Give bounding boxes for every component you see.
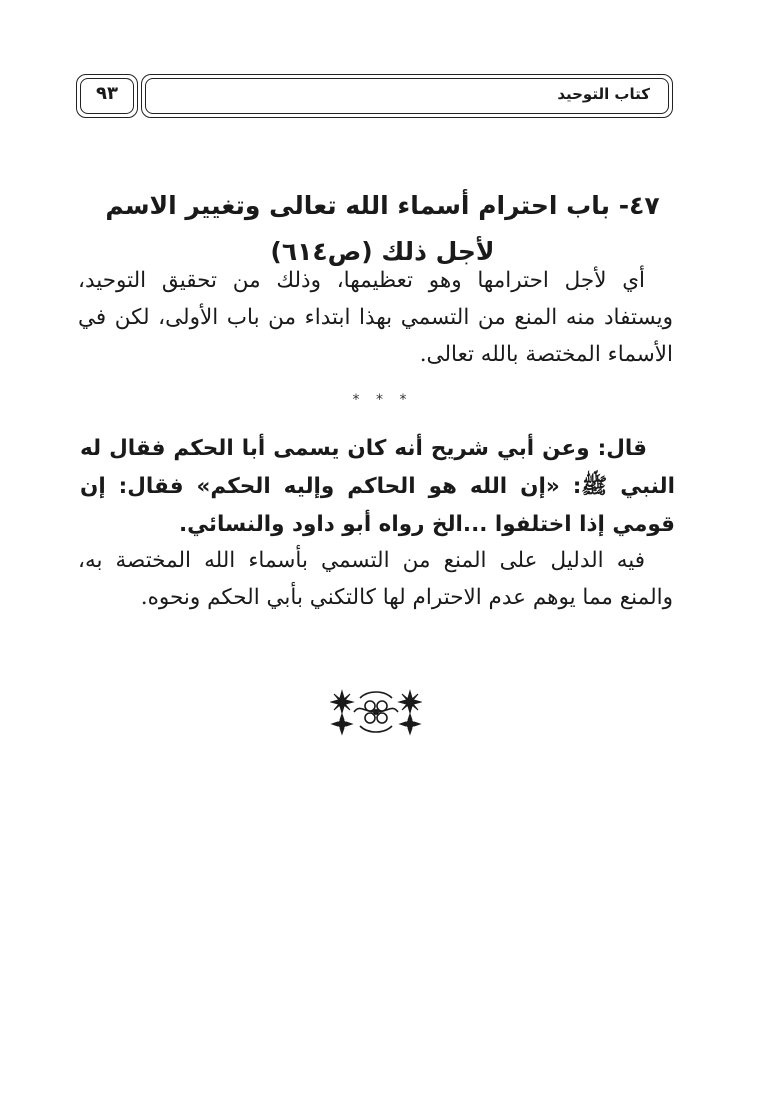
running-title-frame: [141, 74, 673, 118]
commentary-paragraph-2: [78, 542, 673, 616]
commentary-text-2: فيه الدليل على المنع من التسمي بأسماء الله المختصة به، والمنع مما يوهم عدم الاحترام لها كالتكني بأبي الحكم ونحوه.: [78, 548, 673, 610]
page-number: ٩٣: [96, 83, 118, 104]
commentary-text-1: أي لأجل احترامها وهو تعظيمها، وذلك من تحقيق التوحيد، ويستفاد منه المنع من التسمي بهذا ابتداء من باب الأولى، لكن في الأسماء المختصة بالله تعالى.: [78, 268, 673, 367]
hadith-text: قال: وعن أبي شريح أنه كان يسمى أبا الحكم فقال له النبي ﷺ: «إن الله هو الحاكم وإليه الحكم» فقال: إن قومي إذا اختلفوا ...الخ رواه أبو داود والنسائي.: [80, 436, 675, 537]
commentary-paragraph-1: [78, 262, 673, 373]
floral-ornament-icon: [330, 688, 422, 736]
page-header: [76, 74, 673, 118]
chapter-heading: ٤٧- باب احترام أسماء الله تعالى وتغيير الاسم لأجل ذلك (ص٦١٤): [105, 191, 660, 266]
hadith-quote: [80, 430, 675, 544]
page-number-frame: [76, 74, 138, 118]
section-separator: * * *: [352, 392, 413, 408]
running-title: كتاب التوحيد: [557, 85, 650, 103]
